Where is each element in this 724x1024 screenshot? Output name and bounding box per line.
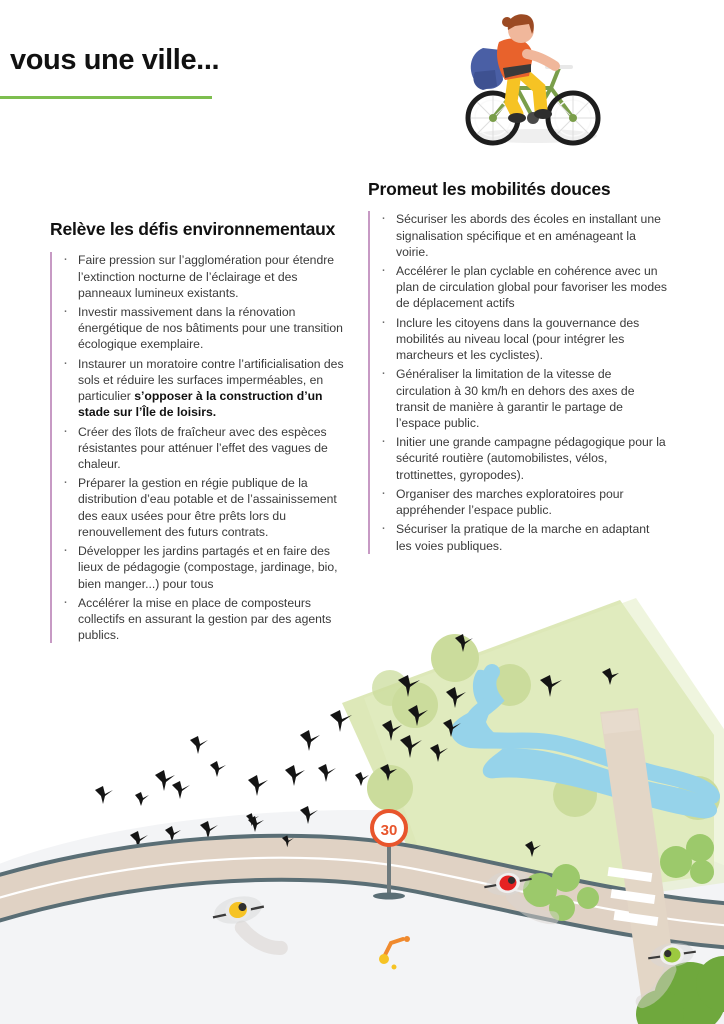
bullet-list-mobility [368, 211, 668, 553]
bullet-text: Préparer la gestion en régie publique de la distribution d’eau potable et de l’assainissement des eaux usées pour être prêts lors du renouvellement des futurs contrats. [78, 476, 337, 539]
bullet-text: Inclure les citoyens dans la gouvernance des mobilités au niveau local (pour intégrer les marcheurs et les cyclistes). [396, 315, 640, 363]
title-underline-rule [0, 96, 212, 99]
cyclist-illustration [455, 10, 615, 155]
city-park-road-scene [0, 580, 724, 1024]
column-heading-environment: Relève les défis environnementaux [50, 219, 336, 239]
bullet-text: Investir massivement dans la rénovation énergétique de nos bâtiments pour une transition écologique exemplaire. [78, 305, 343, 352]
bullet-mobility-item [370, 263, 668, 312]
column-heading-mobility: Promeut les mobilités douces [368, 179, 611, 199]
bullet-environment-item [52, 356, 350, 421]
bullet-mobility-item [370, 315, 668, 364]
bullet-mobility-item [370, 486, 668, 518]
bullet-text: Initier une grande campagne pédagogique pour la sécurité routière (automobilistes, vélos, trottinettes, gyropodes). [396, 435, 666, 482]
bullet-text: Créer des îlots de fraîcheur avec des espèces résistantes pour atténuer l’effet des vagues de chaleur. [78, 424, 328, 472]
bullet-text: Faire pression sur l’agglomération pour étendre l’extinction nocturne de l’éclairage et des panneaux lumineux existants. [78, 253, 335, 300]
bullet-mobility-item [370, 366, 668, 431]
bullet-mobility-item [370, 211, 668, 260]
speed-limit-value: 30 [380, 822, 398, 839]
bullet-text: Accélérer le plan cyclable en cohérence avec un plan de circulation global pour favoriser les modes de déplacement actifs [396, 264, 667, 311]
page-title: vous une ville... [10, 44, 220, 76]
bullet-text: Généraliser la limitation de la vitesse de circulation à 30 km/h en dehors des axes de transit de manière à garantir le partage de l’espace public. [396, 367, 635, 431]
bullet-text: Organiser des marches exploratoires pour appréhender l’espace public. [396, 486, 624, 518]
bullet-text: Accélérer la mise en place de composteurs collectifs en assurant la gestion par des agents publics. [78, 595, 332, 643]
bullet-mobility-item [370, 434, 668, 483]
column-mobility [368, 178, 668, 557]
bullet-text: Sécuriser les abords des écoles en installant une signalisation spécifique et en aménageant la voirie. [396, 212, 661, 259]
bullet-mobility-item [370, 521, 668, 553]
bullet-environment-item [52, 475, 350, 540]
bullet-environment-item [52, 252, 350, 301]
bullet-text: Instaurer un moratoire contre l’artificialisation des sols et réduire les surfaces imperméables, en particulier [78, 356, 344, 404]
bullet-environment-item [52, 424, 350, 473]
bullet-environment-item [52, 304, 350, 353]
bullet-text: Développer les jardins partagés et en faire des lieux de pédagogie (compostage, jardinage, bio, bien manger...) pour tous [78, 544, 338, 591]
bullet-text: Sécuriser la pratique de la marche en adaptant les voies publiques. [396, 522, 650, 553]
bullet-emphasis: s’opposer à la construction d’un stade sur l’Île de loisirs. [78, 389, 323, 420]
